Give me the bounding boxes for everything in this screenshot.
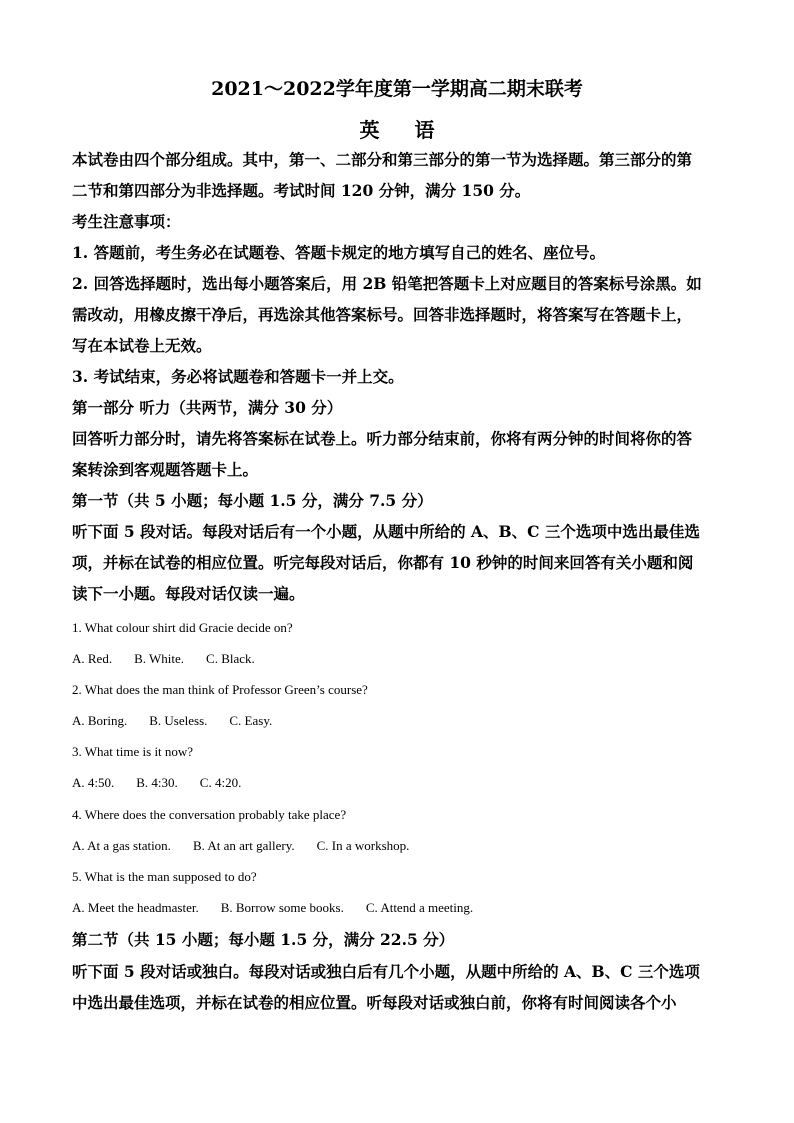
question-stem: 2. What does the man think of Professor Green’s course? xyxy=(72,682,368,697)
option-c: C. Easy. xyxy=(229,713,273,728)
question-options xyxy=(72,899,495,917)
option-b: B. Useless. xyxy=(149,713,208,728)
note-item: 2. 回答选择题时，选出每小题答案后，用 2B 铅笔把答题卡上对应题目的答案标号涂黑。如 xyxy=(72,274,702,293)
option-a: A. Red. xyxy=(72,651,113,666)
option-b: B. White. xyxy=(134,651,185,666)
section1-desc: 听下面 5 段对话。每段对话后有一个小题，从题中所给的 A、B、C 三个选项中选出最佳选 xyxy=(72,522,700,541)
section1-desc: 项，并标在试卷的相应位置。听完每段对话后，你都有 10 秒钟的时间来回答有关小题和阅 xyxy=(72,553,694,572)
note-item: 写在本试卷上无效。 xyxy=(72,336,212,355)
section2-heading: 第二节（共 15 小题；每小题 1.5 分，满分 22.5 分） xyxy=(72,930,455,949)
question-options xyxy=(72,774,263,792)
note-item: 3. 考试结束，务必将试题卷和答题卡一并上交。 xyxy=(72,367,404,386)
option-a: A. Meet the headmaster. xyxy=(72,900,199,915)
notes-heading: 考生注意事项： xyxy=(72,212,181,231)
question-options xyxy=(72,650,277,668)
intro-line: 二节和第四部分为非选择题。考试时间 120 分钟，满分 150 分。 xyxy=(72,181,531,200)
note-item: 需改动，用橡皮擦干净后，再选涂其他答案标号。回答非选择题时，将答案写在答题卡上， xyxy=(72,305,693,324)
section2-desc: 听下面 5 段对话或独白。每段对话或独白后有几个小题，从题中所给的 A、B、C 三个选项 xyxy=(72,962,700,981)
section2-desc: 中选出最佳选项，并标在试卷的相应位置。听每段对话或独白前，你将有时间阅读各个小 xyxy=(72,993,677,1012)
option-b: B. Borrow some books. xyxy=(220,900,344,915)
option-b: B. At an art gallery. xyxy=(192,838,295,853)
note-item: 1. 答题前，考生务必在试题卷、答题卡规定的地方填写自己的姓名、座位号。 xyxy=(72,243,606,262)
option-c: C. Black. xyxy=(206,651,255,666)
option-b: B. 4:30. xyxy=(136,775,178,790)
exam-title: 2021～2022学年度第一学期高二期末联考 xyxy=(211,78,583,100)
part1-desc: 回答听力部分时，请先将答案标在试卷上。听力部分结束前，你将有两分钟的时间将你的答 xyxy=(72,429,693,448)
option-a: A. Boring. xyxy=(72,713,128,728)
option-c: C. Attend a meeting. xyxy=(365,900,474,915)
section1-desc: 读下一小题。每段对话仅读一遍。 xyxy=(72,584,305,603)
intro-line: 本试卷由四个部分组成。其中，第一、二部分和第三部分的第一节为选择题。第三部分的第 xyxy=(72,150,693,169)
question-options xyxy=(72,837,431,855)
option-a: A. 4:50. xyxy=(72,775,115,790)
question-stem: 5. What is the man supposed to do? xyxy=(72,869,257,884)
option-a: A. At a gas station. xyxy=(72,838,171,853)
question-stem: 3. What time is it now? xyxy=(72,744,194,759)
part1-desc: 案转涂到客观题答题卡上。 xyxy=(72,460,259,479)
section1-heading: 第一节（共 5 小题；每小题 1.5 分，满分 7.5 分） xyxy=(72,491,433,510)
part1-heading: 第一部分 听力（共两节，满分 30 分） xyxy=(72,398,343,417)
option-c: C. 4:20. xyxy=(199,775,242,790)
option-c: C. In a workshop. xyxy=(316,838,410,853)
question-stem: 4. Where does the conversation probably take place? xyxy=(72,807,347,822)
question-stem: 1. What colour shirt did Gracie decide on? xyxy=(72,620,293,635)
question-options xyxy=(72,712,294,730)
subject-title: 英 语 xyxy=(359,118,449,142)
